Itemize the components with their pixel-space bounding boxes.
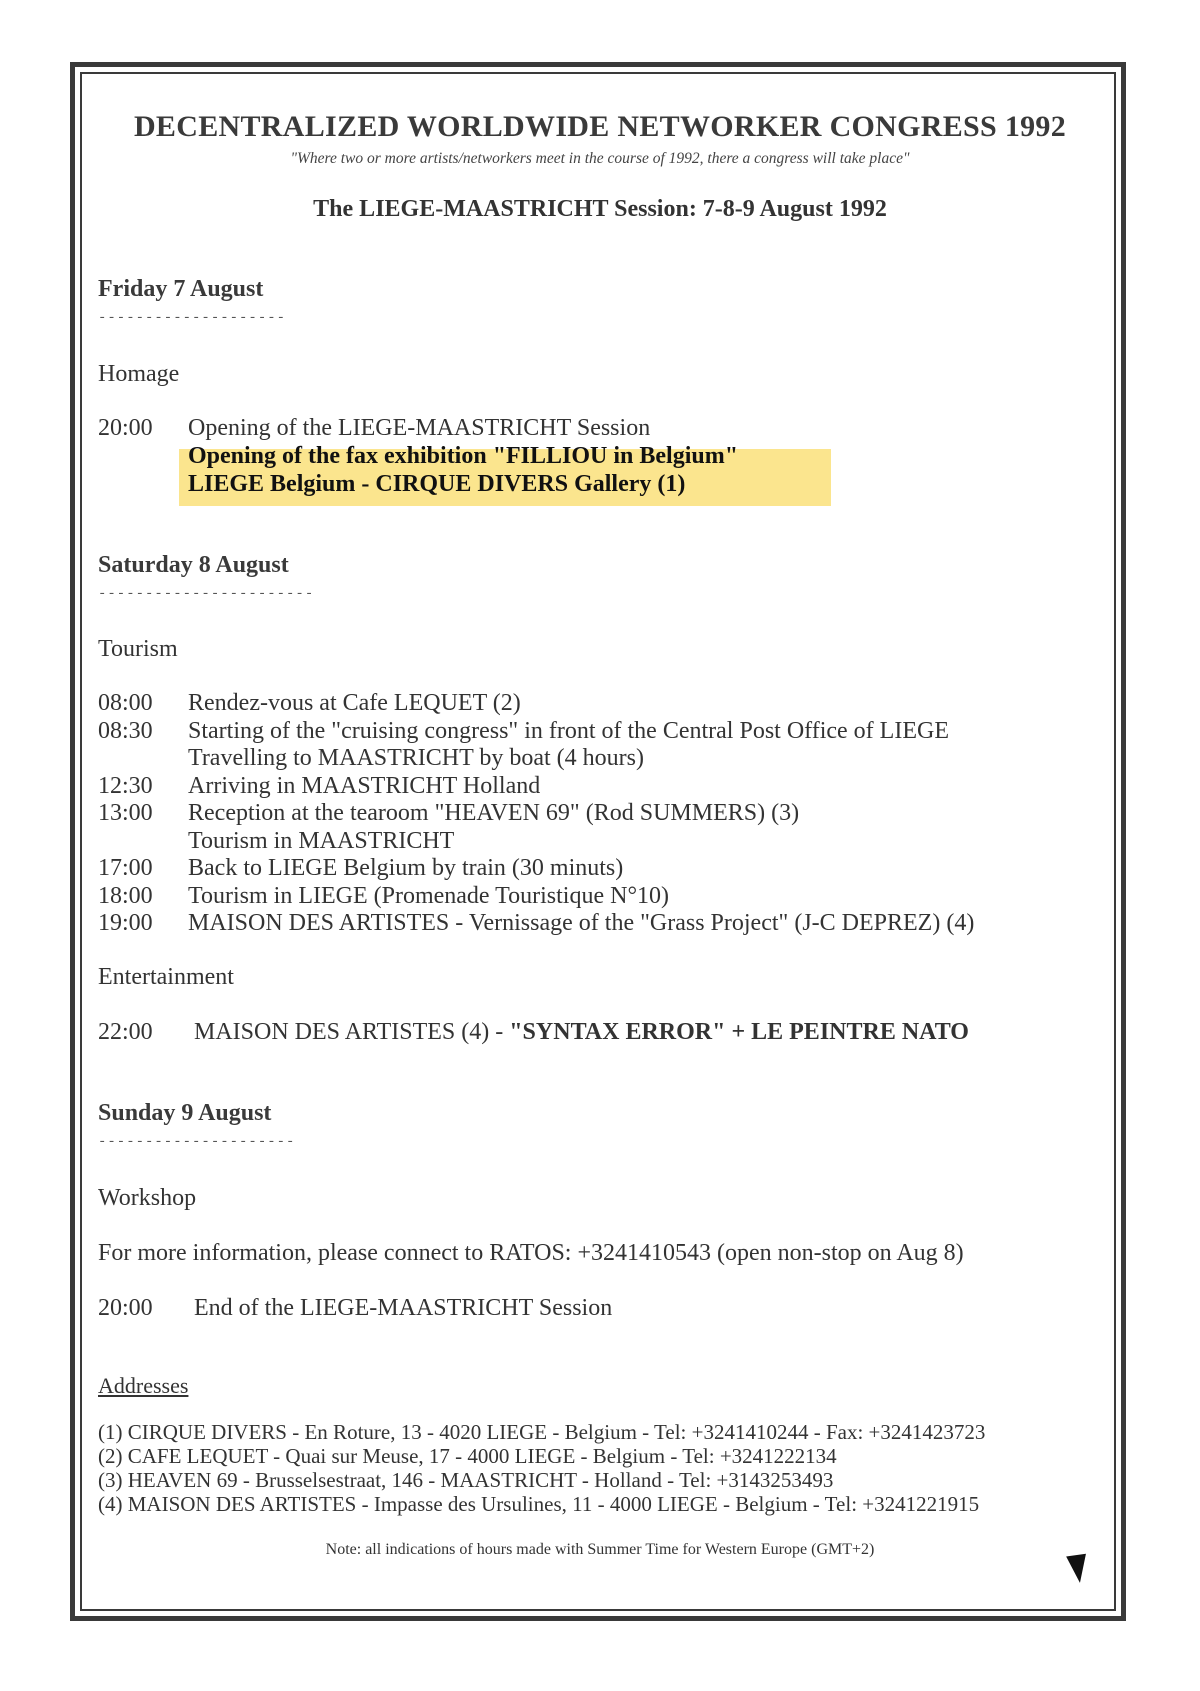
entertainment-venue: MAISON DES ARTISTES (4) -	[194, 1019, 510, 1045]
schedule-text: Tourism in LIEGE (Promenade Touristique N°10)	[188, 883, 670, 909]
friday-fax-exhibition: Opening of the fax exhibition "FILLIOU in Belgium"	[188, 443, 739, 469]
entertainment-act: "SYNTAX ERROR" + LE PEINTRE NATO	[509, 1019, 969, 1045]
address-line: (3) HEAVEN 69 - Brusselsestraat, 146 - MAASTRICHT - Holland - Tel: +3143253493	[98, 1468, 834, 1492]
friday-opening-session: Opening of the LIEGE-MAASTRICHT Session	[188, 415, 651, 441]
schedule-text: Travelling to MAASTRICHT by boat (4 hours)	[188, 745, 644, 771]
schedule-text: Rendez-vous at Cafe LEQUET (2)	[188, 690, 521, 716]
contact-info: For more information, please connect to RATOS: +3241410543 (open non-stop on Aug 8)	[98, 1240, 964, 1266]
friday-heading: Friday 7 August	[98, 276, 264, 302]
schedule-time: 18:00	[98, 883, 153, 909]
schedule-time: 08:30	[98, 718, 153, 744]
schedule-time: 08:00	[98, 690, 153, 716]
schedule-time: 12:30	[98, 773, 153, 799]
address-line: (4) MAISON DES ARTISTES - Impasse des Ursulines, 11 - 4000 LIEGE - Belgium - Tel: +3241221915	[98, 1492, 980, 1516]
entertainment-section: Entertainment	[98, 964, 234, 990]
address-line: (2) CAFE LEQUET - Quai sur Meuse, 17 - 4000 LIEGE - Belgium - Tel: +3241222134	[98, 1444, 837, 1468]
schedule-time: 17:00	[98, 855, 153, 881]
schedule-text: Back to LIEGE Belgium by train (30 minuts)	[188, 855, 624, 881]
entertainment-text	[194, 1019, 969, 1046]
saturday-underline: -----------------------	[98, 586, 315, 602]
sunday-underline: ---------------------	[98, 1134, 296, 1150]
entertainment-time: 22:00	[98, 1019, 153, 1045]
arrow-icon	[1066, 1554, 1090, 1585]
friday-underline: --------------------	[98, 310, 287, 326]
schedule-text: Starting of the "cruising congress" in front of the Central Post Office of LIEGE	[188, 718, 949, 744]
sunday-end: End of the LIEGE-MAASTRICHT Session	[194, 1295, 613, 1321]
schedule-text: Tourism in MAASTRICHT	[188, 828, 455, 854]
friday-location: LIEGE Belgium - CIRQUE DIVERS Gallery (1)	[188, 471, 686, 497]
schedule-text: MAISON DES ARTISTES - Vernissage of the "Grass Project" (J-C DEPREZ) (4)	[188, 910, 975, 936]
session-title: The LIEGE-MAASTRICHT Session: 7-8-9 August 1992	[313, 196, 887, 222]
document-title: DECENTRALIZED WORLDWIDE NETWORKER CONGRESS 1992	[133, 110, 1067, 143]
friday-time: 20:00	[98, 415, 153, 441]
friday-section: Homage	[98, 361, 180, 387]
schedule-text: Arriving in MAASTRICHT Holland	[188, 773, 541, 799]
sunday-time: 20:00	[98, 1295, 153, 1321]
saturday-section: Tourism	[98, 636, 178, 662]
schedule-time: 19:00	[98, 910, 153, 936]
address-line: (1) CIRQUE DIVERS - En Roture, 13 - 4020 LIEGE - Belgium - Tel: +3241410244 - Fax: +3241423723	[98, 1420, 986, 1444]
schedule-time: 13:00	[98, 800, 153, 826]
sunday-heading: Sunday 9 August	[98, 1100, 272, 1126]
addresses-heading: Addresses	[98, 1373, 189, 1398]
document-subtitle: "Where two or more artists/networkers meet in the course of 1992, there a congress will take place"	[290, 150, 910, 167]
schedule-text: Reception at the tearoom "HEAVEN 69" (Rod SUMMERS) (3)	[188, 800, 800, 826]
saturday-heading: Saturday 8 August	[98, 552, 289, 578]
sunday-section: Workshop	[98, 1185, 197, 1211]
footer-note: Note: all indications of hours made with Summer Time for Western Europe (GMT+2)	[325, 1541, 875, 1558]
